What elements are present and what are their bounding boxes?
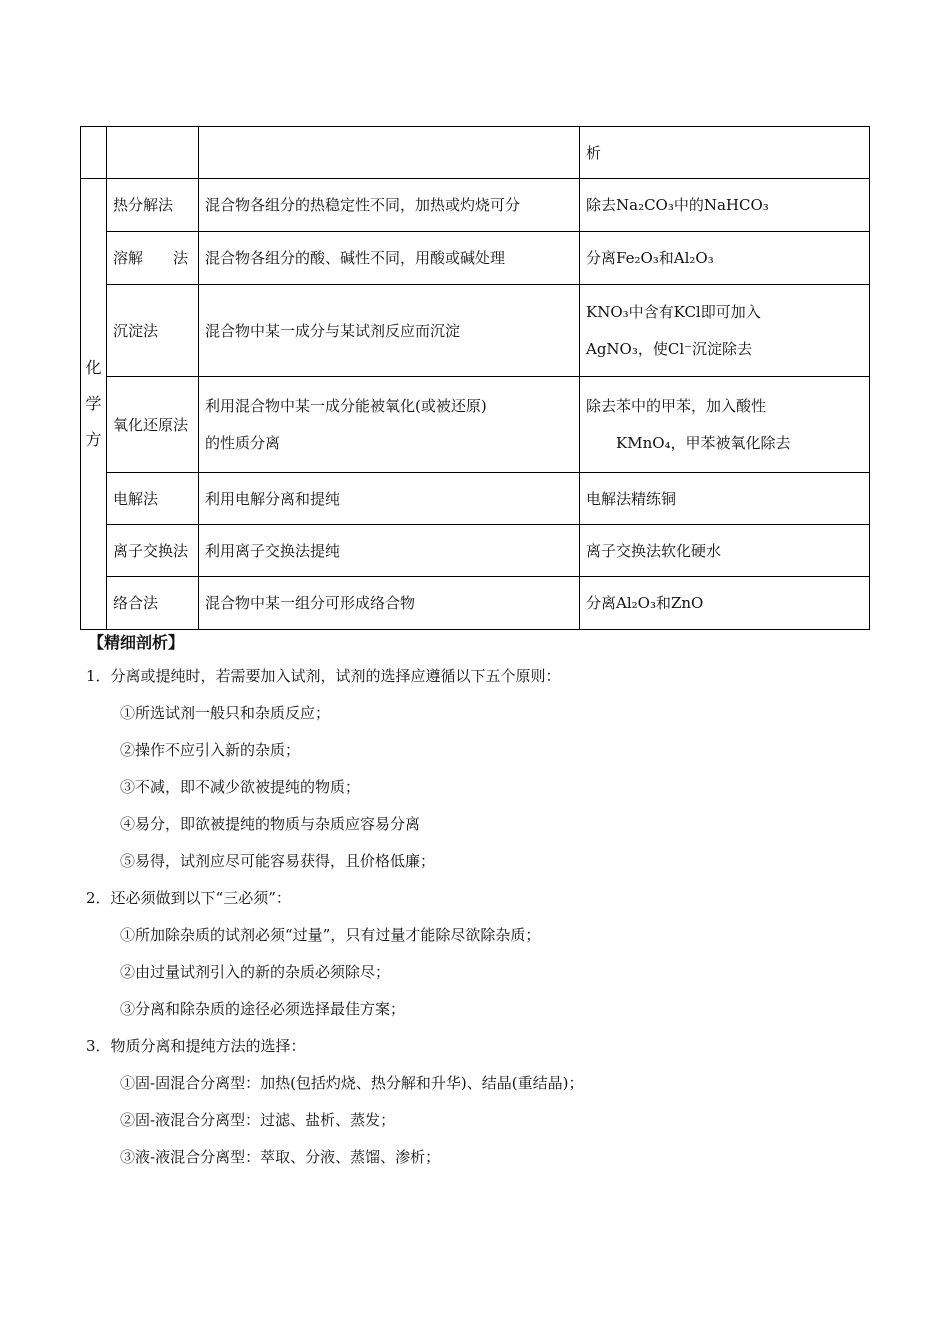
paragraph-3: 3．物质分离和提纯方法的选择： bbox=[86, 1037, 306, 1055]
table-row bbox=[81, 473, 870, 525]
example-line: KNO₃中含有KCl即可加入 bbox=[586, 302, 761, 321]
method-cell: 氧化还原法 bbox=[107, 377, 199, 473]
list-item: ③不减，即不减少欲被提纯的物质； bbox=[120, 778, 361, 796]
list-item: ⑤易得，试剂应尽可能容易获得，且价格低廉； bbox=[120, 852, 436, 870]
principle-cell: 利用离子交换法提纯 bbox=[199, 525, 580, 577]
list-item: ③分离和除杂质的途径必须选择最佳方案； bbox=[120, 1000, 406, 1018]
method-cell: 沉淀法 bbox=[107, 285, 199, 377]
example-cell bbox=[580, 377, 870, 473]
table-cell bbox=[81, 127, 107, 179]
separation-methods-table bbox=[80, 126, 870, 630]
table-row bbox=[81, 577, 870, 630]
method-cell: 电解法 bbox=[107, 473, 199, 525]
table-row bbox=[81, 232, 870, 285]
principle-cell bbox=[199, 377, 580, 473]
section-heading: 【精细剖析】 bbox=[88, 633, 185, 652]
table-row bbox=[81, 377, 870, 473]
principle-cell: 混合物中某一成分与某试剂反应而沉淀 bbox=[199, 285, 580, 377]
category-cell bbox=[81, 179, 107, 630]
category-char: 化 bbox=[85, 358, 102, 377]
list-item: ①所加除杂质的试剂必须“过量”，只有过量才能除尽欲除杂质； bbox=[120, 926, 541, 944]
table-row bbox=[81, 179, 870, 232]
principle-cell: 混合物各组分的热稳定性不同，加热或灼烧可分 bbox=[199, 179, 580, 232]
list-item: ①固-固混合分离型：加热(包括灼烧、热分解和升华)、结晶(重结晶)； bbox=[120, 1074, 584, 1092]
example-line: KMnO₄，甲苯被氧化除去 bbox=[616, 433, 791, 452]
principle-line: 利用混合物中某一成分能被氧化(或被还原) bbox=[205, 396, 487, 415]
category-char: 方 bbox=[85, 430, 102, 449]
principle-cell: 混合物各组分的酸、碱性不同，用酸或碱处理 bbox=[199, 232, 580, 285]
example-line: 除去苯中的甲苯，加入酸性 bbox=[586, 396, 767, 415]
example-cell bbox=[580, 285, 870, 377]
table-cell bbox=[580, 127, 870, 179]
principle-line: 的性质分离 bbox=[205, 433, 281, 452]
header-fragment: 析 bbox=[586, 143, 602, 162]
principle-cell: 混合物中某一组分可形成络合物 bbox=[199, 577, 580, 630]
method-cell: 络合法 bbox=[107, 577, 199, 630]
example-cell: 离子交换法软化硬水 bbox=[580, 525, 870, 577]
method-cell: 离子交换法 bbox=[107, 525, 199, 577]
table-row bbox=[81, 525, 870, 577]
method-cell: 溶解 法 bbox=[107, 232, 199, 285]
category-label bbox=[84, 350, 104, 458]
example-cell: 除去Na₂CO₃中的NaHCO₃ bbox=[580, 179, 870, 232]
list-item: ②由过量试剂引入的新的杂质必须除尽； bbox=[120, 963, 391, 981]
method-cell: 热分解法 bbox=[107, 179, 199, 232]
example-cell: 分离Fe₂O₃和Al₂O₃ bbox=[580, 232, 870, 285]
list-item: ①所选试剂一般只和杂质反应； bbox=[120, 704, 331, 722]
example-cell: 电解法精练铜 bbox=[580, 473, 870, 525]
list-item: ④易分，即欲被提纯的物质与杂质应容易分离 bbox=[120, 815, 421, 833]
example-line: AgNO₃，使Cl⁻沉淀除去 bbox=[586, 339, 753, 358]
table-row bbox=[81, 285, 870, 377]
principle-cell: 利用电解分离和提纯 bbox=[199, 473, 580, 525]
paragraph-2: 2．还必须做到以下“三必须”： bbox=[86, 889, 291, 907]
analysis-section bbox=[86, 628, 876, 1176]
category-char: 学 bbox=[85, 394, 102, 413]
paragraph-1: 1．分离或提纯时，若需要加入试剂，试剂的选择应遵循以下五个原则： bbox=[86, 667, 561, 685]
table-row bbox=[81, 127, 870, 179]
table-cell bbox=[107, 127, 199, 179]
list-item: ②操作不应引入新的杂质； bbox=[120, 741, 301, 759]
example-cell: 分离Al₂O₃和ZnO bbox=[580, 577, 870, 630]
table-cell bbox=[199, 127, 580, 179]
list-item: ②固-液混合分离型：过滤、盐析、蒸发； bbox=[120, 1111, 396, 1129]
list-item: ③液-液混合分离型：萃取、分液、蒸馏、渗析； bbox=[120, 1148, 441, 1166]
